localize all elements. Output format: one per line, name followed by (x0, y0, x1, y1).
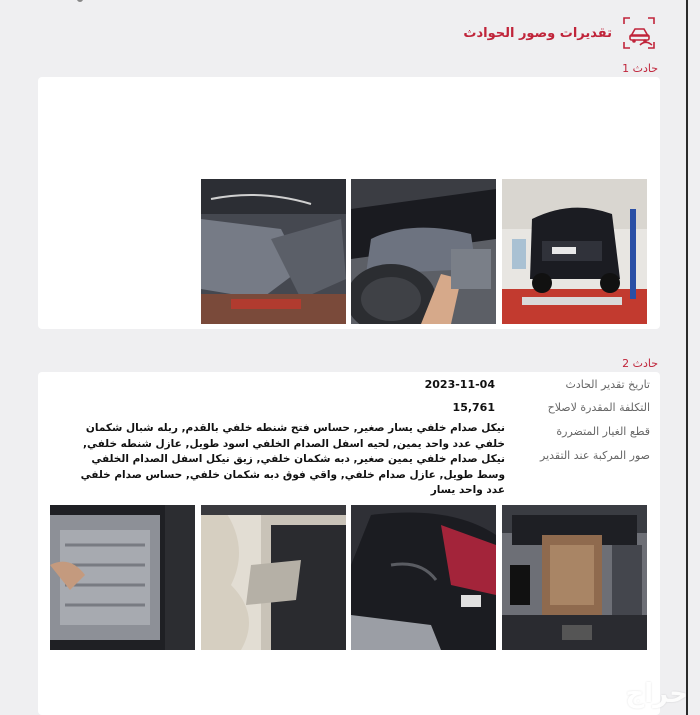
accident-1-photo-1[interactable] (502, 179, 647, 324)
accidents-section-header (463, 16, 656, 50)
car-hand-icon (622, 16, 656, 50)
detail-label: قطع الغيار المتضررة (556, 425, 650, 438)
detail-row-date (48, 378, 650, 398)
page-edge (686, 0, 688, 715)
accident-1-card (38, 77, 660, 329)
accident-2-photo-3[interactable] (201, 505, 346, 650)
accident-1-label: حادث 1 (622, 62, 658, 75)
detail-label: تاريخ تقدير الحادث (565, 378, 650, 391)
detail-value: 2023-11-04 (424, 378, 495, 391)
accident-1-photo-3[interactable] (201, 179, 346, 324)
detail-label: التكلفة المقدرة لاصلاح (547, 401, 650, 414)
scroll-remnant (77, 0, 83, 2)
detail-label: صور المركبة عند التقدير (540, 449, 650, 462)
accident-1-photo-2[interactable] (351, 179, 496, 324)
accident-2-label: حادث 2 (622, 357, 658, 370)
detail-row-cost (48, 401, 650, 421)
damaged-parts-text: نيكل صدام خلفي يسار صغير, حساس فتح شنطه خلفي بالقدم, ربله شبال شكمان خلفي عدد واحد يمين, لحيه اسفل الصدام الخلفي اسود طويل, عازل شنطه خلفي, نيكل صدام خلفي يمين صغير, دبه شكمان خلفي, زيق نيكل اسفل الصدام الخلفي وسط طويل, عازل صدام خلفي, واقي فوق دبه شكمان خلفي, حساس صدام خلفي عدد واحد يسار (80, 422, 505, 496)
detail-value: 15,761 (452, 401, 495, 414)
haraj-watermark: حراج (625, 679, 688, 709)
accident-2-photo-1[interactable] (502, 505, 647, 650)
section-title: تقديرات وصور الحوادث (463, 25, 612, 41)
accident-2-card (38, 372, 660, 715)
accident-2-photo-4[interactable] (50, 505, 195, 650)
detail-row-photos (48, 449, 650, 469)
accident-2-photo-2[interactable] (351, 505, 496, 650)
